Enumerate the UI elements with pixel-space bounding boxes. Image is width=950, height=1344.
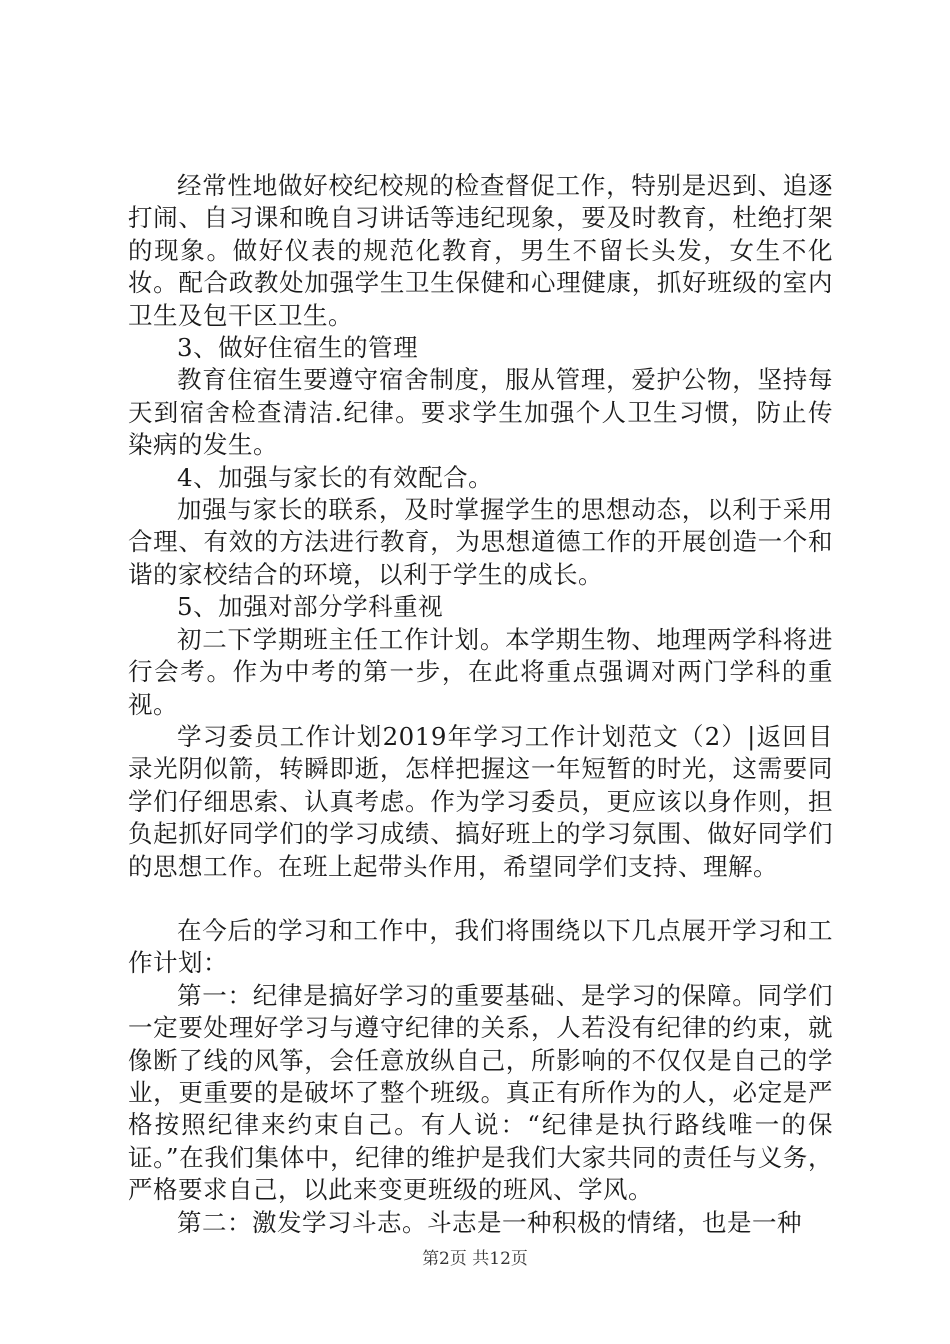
- page-number-footer: 第2页 共12页: [422, 1249, 528, 1269]
- document-body: [128, 170, 833, 1239]
- section-heading: 3、做好住宿生的管理: [177, 333, 419, 363]
- paragraph: 经常性地做好校纪校规的检查督促工作，特别是迟到、追逐打闹、自习课和晚自习讲话等违纪现象，要及时教育，杜绝打架的现象。做好仪表的规范化教育，男生不留长头发，女生不化妆。配合政教处加强学生卫生保健和心理健康，抓好班级的室内卫生及包干区卫生。: [128, 171, 833, 330]
- paragraph: 第一：纪律是搞好学习的重要基础、是学习的保障。同学们一定要处理好学习与遵守纪律的关系，人若没有纪律的约束，就像断了线的风筝，会任意放纵自己，所影响的不仅仅是自己的学业，更重要的是破坏了整个班级。真正有所作为的人，必定是严格按照纪律来约束自己。有人说：“纪律是执行路线唯一的保证。”在我们集体中，纪律的维护是我们大家共同的责任与义务，严格要求自己，以此来变更班级的班风、学风。: [128, 980, 833, 1205]
- paragraph: 第二：激发学习斗志。斗志是一种积极的情绪，也是一种: [177, 1207, 802, 1237]
- paragraph: 教育住宿生要遵守宿舍制度，服从管理，爱护公物，坚持每天到宿舍检查清洁.纪律。要求学生加强个人卫生习惯，防止传染病的发生。: [128, 365, 833, 460]
- paragraph: 加强与家长的联系，及时掌握学生的思想动态，以利于采用合理、有效的方法进行教育，为思想道德工作的开展创造一个和谐的家校结合的环境，以利于学生的成长。: [128, 495, 833, 589]
- section-heading: 4、加强与家长的有效配合。: [177, 462, 494, 492]
- paragraph-gap: [128, 883, 833, 915]
- paragraph: 学习委员工作计划2019年学习工作计划范文（2）|返回目录光阴似箭，转瞬即逝，怎样把握这一年短暂的时光，这需要同学们仔细思索、认真考虑。作为学习委员，更应该以身作则，担负起抓好同学们的学习成绩、搞好班上的学习氛围、做好同学们的思想工作。在班上起带头作用，希望同学们支持、理解。: [128, 721, 833, 881]
- section-heading: 5、加强对部分学科重视: [177, 592, 444, 622]
- paragraph: 在今后的学习和工作中，我们将围绕以下几点展开学习和工作计划：: [128, 915, 833, 978]
- paragraph: 初二下学期班主任工作计划。本学期生物、地理两学科将进行会考。作为中考的第一步，在此将重点强调对两门学科的重视。: [128, 624, 833, 719]
